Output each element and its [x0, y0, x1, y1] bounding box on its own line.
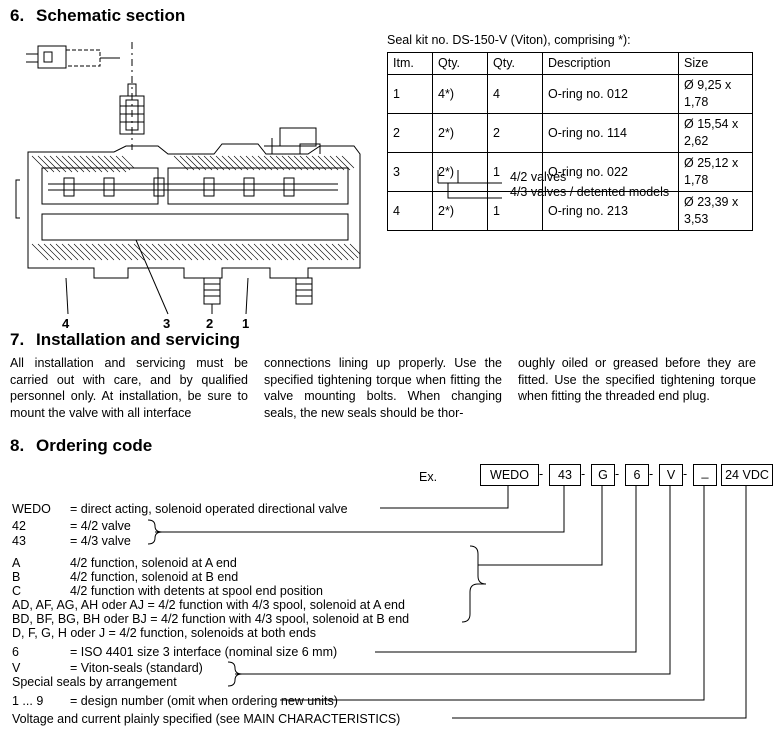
legend-text: ISO 4401 size 3 interface (nominal size 6 mm) [80, 645, 338, 659]
cell-qty1: 2*) [433, 192, 488, 231]
legend-text: 4/2 function with detents at spool end position [70, 584, 323, 598]
code-box-voltage: 24 VDC [721, 464, 773, 486]
schematic-section-drawing [8, 28, 378, 331]
cell-qty1: 2*) [433, 153, 488, 192]
code-dash-2: - [581, 467, 586, 481]
section-title: Installation and servicing [36, 330, 241, 349]
legend-code: B [12, 570, 21, 584]
legend-text: 4/2 valve [80, 519, 131, 533]
cell-size: Ø 9,25 x 1,78 [679, 75, 753, 114]
cell-size: Ø 15,54 x 2,62 [679, 114, 753, 153]
col-header-description: Description [543, 53, 679, 75]
legend-text: Voltage and current plainly specified (see MAIN CHARACTERISTICS) [12, 712, 401, 726]
col-header-itm: Itm. [388, 53, 433, 75]
table-row [388, 114, 753, 153]
legend-code: C [12, 584, 22, 598]
section-heading-schematic [10, 6, 185, 26]
legend-sep: = [70, 534, 78, 548]
seal-kit-legend [432, 170, 752, 200]
cell-qty1: 2*) [433, 114, 488, 153]
installation-column-2: connections lining up properly. Use the specified tightening torque when fitting the valve mounting bolts. When changing seals, the new seals should be thor- [264, 356, 502, 420]
installation-column-3: oughly oiled or greased before they are fitted. Use the specified tightening torque when fitting the threaded end plug. [518, 356, 756, 403]
legend-sep: = [70, 502, 78, 516]
ordering-legend-row [12, 675, 177, 689]
legend-text: 4/2 function, solenoid at A end [70, 556, 237, 570]
code-box-valve-type: 43 [549, 464, 581, 486]
code-box-design-number: _ [693, 464, 717, 486]
legend-code: 42 [12, 519, 26, 533]
seal-kit-caption: Seal kit no. DS-150-V (Viton), comprising *): [387, 33, 631, 47]
legend-text: AD, AF, AG, AH oder AJ = 4/2 function with 4/3 spool, solenoid at A end [12, 598, 405, 612]
callout-3: 3 [163, 316, 171, 331]
cell-qty2: 2 [488, 114, 543, 153]
cell-itm: 4 [388, 192, 433, 231]
cell-itm: 3 [388, 153, 433, 192]
example-label: Ex. [419, 470, 438, 484]
installation-column-1: All installation and servicing must be carried out with care, and by qualified personnel only. At installation, be sure to mount the valve with all interface [10, 356, 248, 420]
ordering-legend-row [12, 712, 400, 726]
cell-description: O-ring no. 114 [543, 114, 679, 153]
callout-1: 1 [242, 316, 250, 331]
ordering-legend-row [12, 612, 409, 626]
cell-qty2: 1 [488, 153, 543, 192]
section-heading-installation [10, 330, 240, 350]
ordering-legend-row [12, 584, 323, 598]
legend-sep: = [70, 661, 78, 675]
legend-text: D, F, G, H oder J = 4/2 function, solenoids at both ends [12, 626, 316, 640]
table-header-row [388, 53, 753, 75]
callout-2: 2 [206, 316, 214, 331]
cell-description: O-ring no. 022 [543, 153, 679, 192]
ordering-legend-row [12, 534, 131, 548]
col-header-qty2: Qty. [488, 53, 543, 75]
ordering-legend-row [12, 694, 338, 708]
ordering-legend-row [12, 556, 237, 570]
legend-text: 4/3 valve [80, 534, 131, 548]
cell-description: O-ring no. 012 [543, 75, 679, 114]
code-dash-3: - [615, 467, 620, 481]
section-number: 6. [10, 6, 25, 25]
installation-text [10, 355, 758, 421]
legend-line-2: 4/3 valves / detented models [510, 185, 670, 199]
cell-description: O-ring no. 213 [543, 192, 679, 231]
table-row [388, 75, 753, 114]
legend-sep: = [70, 694, 78, 708]
legend-text: Viton-seals (standard) [80, 661, 203, 675]
legend-code: 6 [12, 645, 19, 659]
legend-code: 1 ... 9 [12, 694, 44, 708]
legend-sep: = [70, 519, 78, 533]
col-header-size: Size [679, 53, 753, 75]
col-header-qty1: Qty. [433, 53, 488, 75]
code-box-seals: V [659, 464, 683, 486]
section-title: Schematic section [36, 6, 186, 25]
ordering-legend-row [12, 661, 203, 675]
code-box-interface: 6 [625, 464, 649, 486]
legend-code: 43 [12, 534, 26, 548]
cell-size: Ø 23,39 x 3,53 [679, 192, 753, 231]
callout-4: 4 [62, 316, 70, 331]
code-dash-1: - [539, 467, 544, 481]
ordering-legend-row [12, 502, 348, 516]
legend-code: V [12, 661, 21, 675]
legend-code: A [12, 556, 21, 570]
legend-text: BD, BF, BG, BH oder BJ = 4/2 function with 4/3 spool, solenoid at B end [12, 612, 410, 626]
legend-text: design number (omit when ordering new units) [80, 694, 338, 708]
legend-text: direct acting, solenoid operated directional valve [80, 502, 348, 516]
cell-qty2: 4 [488, 75, 543, 114]
code-box-function: G [591, 464, 615, 486]
cell-qty2: 1 [488, 192, 543, 231]
legend-text: Special seals by arrangement [12, 675, 177, 689]
cell-size: Ø 25,12 x 1,78 [679, 153, 753, 192]
legend-text: 4/2 function, solenoid at B end [70, 570, 239, 584]
section-number: 8. [10, 436, 25, 455]
ordering-code-area [0, 462, 778, 744]
ordering-legend-row [12, 626, 316, 640]
cell-itm: 2 [388, 114, 433, 153]
legend-code: WEDO [12, 502, 51, 516]
ordering-legend-row [12, 519, 131, 533]
code-dash-5: - [683, 467, 688, 481]
ordering-legend-row [12, 645, 337, 659]
cell-itm: 1 [388, 75, 433, 114]
code-box-series: WEDO [480, 464, 539, 486]
brace-icon [432, 170, 512, 204]
legend-line-1: 4/2 valves [510, 170, 567, 184]
seal-kit-table [387, 52, 753, 231]
ordering-legend-row [12, 598, 405, 612]
legend-sep: = [70, 645, 78, 659]
section-title: Ordering code [36, 436, 153, 455]
ordering-legend-row [12, 570, 238, 584]
cell-qty1: 4*) [433, 75, 488, 114]
code-dash-4: - [649, 467, 654, 481]
section-number: 7. [10, 330, 25, 349]
section-heading-ordering [10, 436, 152, 456]
